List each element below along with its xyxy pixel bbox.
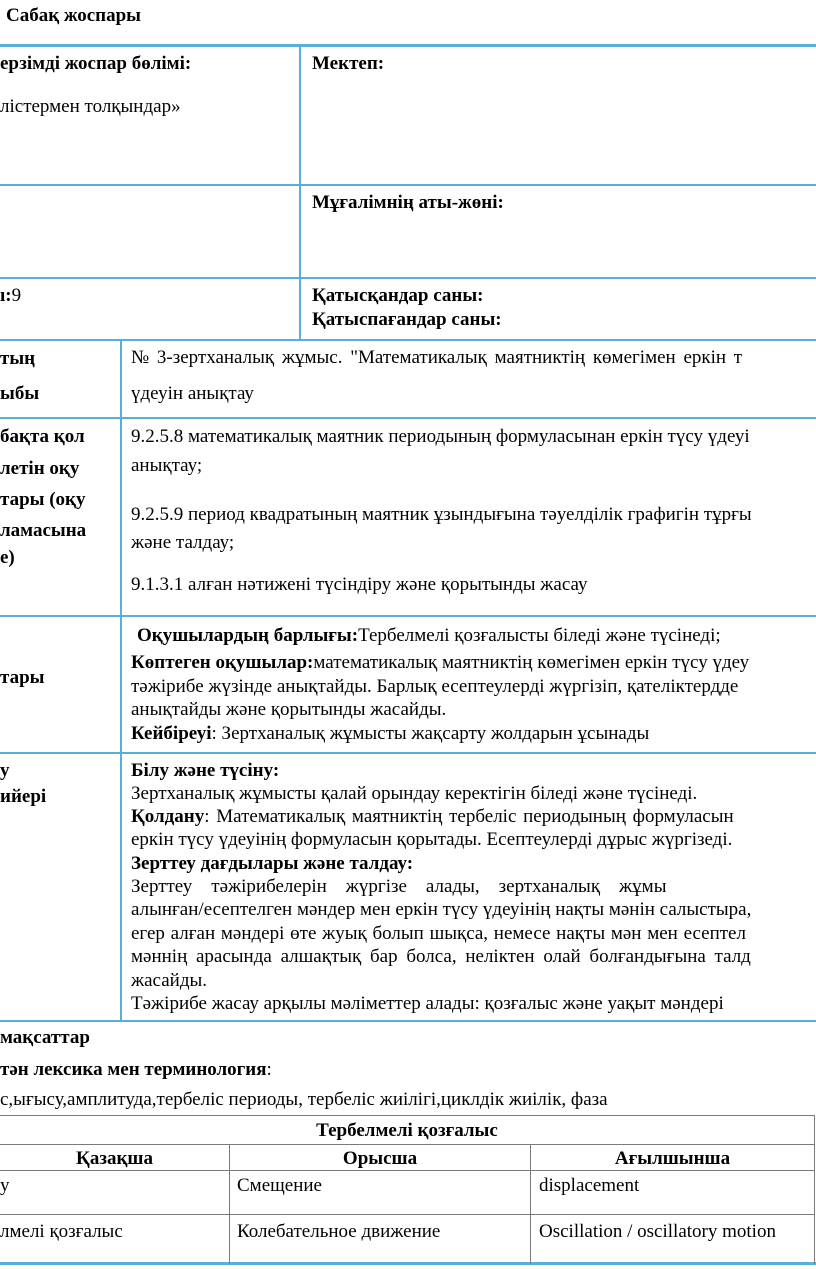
goal-some-bold: Кейбіреуі (131, 723, 212, 744)
criteria-research-line: мәннің арасында алшақтық бар болса, неліктен олай болғандығына талд (131, 946, 751, 967)
goal-many-text: математикалық маятниктің көмегімен еркін түсу үдеу (313, 652, 750, 673)
goal-many-line: тәжірибе жүзінде анықтайды. Барлық есептеулерді жүргізіп, қателіктердде (131, 676, 739, 697)
table-rule (0, 615, 816, 617)
goal-all-text: Тербелмелі қозғалысты біледі және түсінеді; (358, 625, 721, 646)
criteria-data-text: Тәжірибе жасау арқылы мәліметтер алады: қозғалыс және уақыт мәндері (131, 993, 724, 1014)
section-value: лістермен толқындар» (0, 96, 181, 117)
table-rule (0, 277, 816, 279)
glossary-header-english: Ағылшынша (614, 1148, 731, 1169)
glossary-border (0, 1144, 815, 1145)
grade-label: ı: (0, 285, 12, 306)
objective-1: 9.2.5.8 математикалық маятник периодының формуласынан еркін түсу үдеуі (131, 426, 750, 447)
objectives-label: летін оқу (0, 458, 80, 479)
criteria-application-bold: Қолдану (131, 806, 205, 827)
topic-label: ыбы (0, 383, 40, 404)
glossary-border (0, 1170, 815, 1171)
language-goals-heading: мақсаттар (0, 1027, 90, 1048)
criteria-application (131, 806, 734, 828)
topic-text: үдеуін анықтау (131, 383, 254, 404)
lexicon-colon: : (266, 1059, 272, 1080)
criteria-application-text: : Математикалық маятниктің тербеліс периодының формуласын (204, 806, 734, 827)
objective-2: және талдау; (131, 532, 235, 553)
grade-value: 9 (11, 285, 22, 306)
objective-1: анықтау; (131, 455, 203, 476)
objectives-label: бақта қол (0, 426, 85, 447)
glossary-cell: Колебательное движение (237, 1221, 441, 1242)
goal-some (131, 723, 649, 745)
topic-label: тың (0, 348, 36, 369)
criteria-knowledge-title: Білу және түсіну: (131, 760, 280, 781)
glossary-border (0, 1214, 815, 1215)
table-rule (0, 417, 816, 419)
criteria-label: у (0, 760, 10, 781)
absent-label: Қатыспағандар саны: (312, 309, 502, 330)
lexicon-heading (0, 1059, 272, 1081)
glossary-border-bottom (0, 1262, 816, 1265)
criteria-label: ийері (0, 786, 47, 807)
table-divider (120, 339, 122, 1022)
glossary-cell: Смещение (237, 1175, 322, 1196)
goal-all (137, 625, 721, 647)
criteria-research-line: жасайды. (131, 970, 208, 991)
glossary-header-kazakh: Қазақша (76, 1148, 153, 1169)
lexicon-bold: тән лексика мен терминология (0, 1059, 267, 1080)
goal-some-text: : Зертханалық жұмысты жақсарту жолдарын ұсынады (211, 723, 650, 744)
objective-2: 9.2.5.9 период квадратының маятник ұзындығына тәуелділік графигін тұрғы (131, 504, 752, 525)
objectives-label: е) (0, 547, 15, 568)
objective-3: 9.1.3.1 алған нәтижені түсіндіру және қорытынды жасау (131, 574, 588, 595)
goal-many-bold: Көптеген оқушылар: (131, 652, 314, 673)
objectives-label: ламасына (0, 520, 87, 541)
criteria-research-title: Зерттеу дағдылары және талдау: (131, 853, 414, 874)
objectives-label: тары (оқу (0, 489, 86, 510)
glossary-caption: Тербелмелі қозғалыс (316, 1120, 498, 1141)
table-rule (0, 184, 816, 186)
criteria-research-line: алынған/есептелген мәндер мен еркін түсу үдеуінің нақты мәнін салыстыра, (131, 899, 752, 920)
section-label: ерзімді жоспар бөлімі: (0, 53, 192, 74)
table-rule (0, 339, 816, 341)
table-rule (0, 752, 816, 754)
goal-all-bold: Оқушылардың барлығы: (137, 625, 359, 646)
criteria-research-line: Зерттеу тәжірибелерін жүргізе алады, зертханалық жұмы (131, 876, 667, 897)
glossary-cell: у (0, 1175, 10, 1196)
criteria-knowledge-text: Зертханалық жұмысты қалай орындау керектігін біледі және түсінеді. (131, 783, 698, 804)
table-divider (299, 44, 301, 341)
table-border-top (0, 44, 816, 47)
page-title: Сабақ жоспары (6, 5, 142, 26)
glossary-header-russian: Орысша (342, 1148, 418, 1169)
glossary-cell: Oscillation / oscillatory motion (539, 1221, 776, 1242)
grade-field (0, 285, 21, 307)
goal-many-line: анықтайды және қорытынды жасайды. (131, 699, 447, 720)
topic-text: № 3-зертханалық жұмыс. "Математикалық маятниктің көмегімен еркін т (131, 347, 743, 368)
criteria-application-line: еркін түсу үдеуінің формуласын қорытады. Есептеулерді дұрыс жүргізеді. (131, 829, 733, 850)
glossary-border (814, 1115, 815, 1264)
present-label: Қатысқандар саны: (312, 285, 484, 306)
goals-label: тары (0, 667, 45, 688)
table-rule (0, 1020, 816, 1022)
terms-list: с,ығысу,амплитуда,тербеліс периоды, тербеліс жиілігі,циклдік жиілік, фаза (0, 1089, 608, 1110)
teacher-label: Мұғалімнің аты-жөні: (312, 192, 504, 213)
glossary-border (0, 1115, 815, 1116)
criteria-research-line: егер алған мәндері өте жуық болып шықса, немесе нақты мән мен есептел (131, 923, 746, 944)
school-label: Мектеп: (312, 53, 385, 74)
goal-many (131, 652, 749, 674)
glossary-cell: лмелі қозғалыс (0, 1221, 123, 1242)
glossary-cell: displacement (539, 1175, 640, 1196)
